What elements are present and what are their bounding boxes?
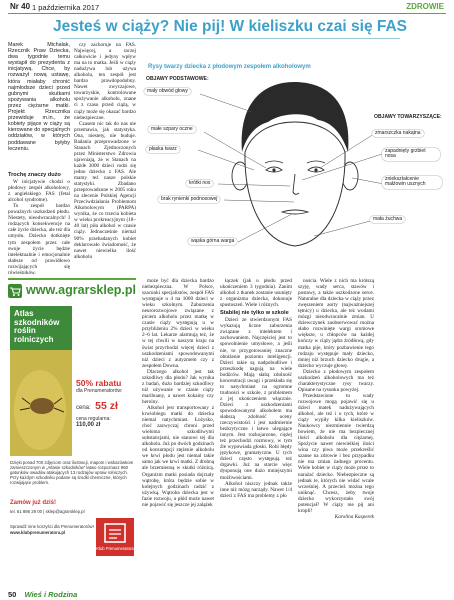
column-2 xyxy=(74,42,136,274)
price-label: cena: xyxy=(76,405,91,411)
ad-contact: tel. 61 886 29 00 | sklep@agrarsklep.pl xyxy=(10,509,85,514)
label-epicanthus: zmarszczka nakątna xyxy=(372,130,424,137)
column-5 xyxy=(298,278,374,590)
ad-top-bar xyxy=(8,278,136,280)
ad-description: Dzięki ponad 700 zdjęciom oraz ilustracji, mapom i wskazówkom zamieszczonym w „Atlasie szkodników” łatwo rozpoznasz 960 gatunków owadów atakujących 13 rodzajów upraw rolniczych. Przy każdym szkodniku podane są środki chemiczne, których rozwijające problem. xyxy=(10,460,134,485)
ad-note: Sprawdź inne korzyści dla Prenumeratorów! xyxy=(10,524,94,529)
book-title: Atlas szkodników roślin rolniczych xyxy=(14,309,60,344)
section-label: ZDROWIE xyxy=(406,2,444,11)
paragraph: W inicjatywie chodzi o płodowy zespół alkoholowy, z angielskiego FAS (fetal alcohol syndrome). xyxy=(8,179,70,204)
ad-block xyxy=(8,278,136,590)
regular-price-label: cena regularna: xyxy=(76,416,111,422)
discount-sub: dla Prenumeratorów: xyxy=(76,388,123,394)
magazine-name: Wieś i Rodzina xyxy=(24,590,78,599)
price-box xyxy=(76,378,136,428)
label-short-nose: krótki nos xyxy=(186,180,213,187)
label-small-jaw: mała żuchwa xyxy=(370,216,405,223)
paragraph: łączek (jak u płodu przed ukończeniem 3 tygodnia). Zanim alkohol z tkanek zostanie usunięty z organizmu dziecka, dokonuje spustoszeń. Wiele i różnych. xyxy=(220,278,292,309)
header-rule xyxy=(8,13,446,14)
paragraph: Dlaczego alkohol jest tak szkodliwy dla płodu? Jak wynika z badań, dużo bardziej szkodliwy niż używanie w czasie ciąży marihuany, a nawet kokainy czy heroiny. xyxy=(142,368,214,405)
paragraph: Czasem nic tak do nas nie przemawia, jak statystyka. Ona, niestety, nie buduje. Badania przeprowadzone w Stanach Zjednoczonych przez Ministerstwo Zdrowia ujawniają, że w Stanach na każde 3000 dzieci rodzi się jedno dziecko z FAS. Ale mamy też nasze polskie statystyki. Zbadano przeprowadzone w 2005 roku na zlecenie Polskiej Agencji Przeciwdziałania Problemom Alkoholowym (PARPA) wynika, że co trzecia kobieta w wieku prokreacyjnym (18–40 lat) piła alkohol w czasie ciąży. Jednocześnie niemal 90% przebadanych kobiet deklarowało świadomość, że nawet niewielka ilość alkoholu xyxy=(74,120,136,260)
book-cover xyxy=(10,306,72,456)
issue-number: Nr 40 xyxy=(10,2,31,11)
right-margin xyxy=(380,278,446,590)
paragraph: Alkohol jest transportowany z krwiobiegu matki do dziecka niemal natychmiast. Łożysko, choć zazwyczaj chroni przed wieloma szkodliwymi substancjami, nie stanowi tej dla alkoholu. Już po dwóch godzinach od konsumpcji stężenie alkoholu we krwi płodu jest niemal takie samo jak we krwi matki. Z drobną ale brzemienną w skutki różnicą. Organizm matki posiada dojrzały wątrobę, która będzie sobie w kolejnych godzinach radzić z używką. Wątroba dziecka jest w fazie rozwoju, a płód może nawet nie pojawić się jeszcze jej zalążek xyxy=(142,404,214,508)
label-small-eyes: małe szpary oczne xyxy=(148,126,196,133)
ad-domain[interactable]: www.agrarsklep.pl xyxy=(26,283,136,297)
page-number: 50 xyxy=(8,590,17,599)
label-thin-lip: wąska górna warga xyxy=(188,238,237,245)
right-heading: OBJAWY TOWARZYSZĄCE: xyxy=(374,114,442,120)
figure-title: Rysy twarzy dziecka z płodowym zespołem alkoholowym xyxy=(148,64,311,70)
subheading: Trochę znaczy dużo xyxy=(8,172,61,178)
column-4 xyxy=(220,278,292,590)
paragraph: może być dla dziecka bardzo niebezpieczna. W Polsce, szacunki specjalistów, zespół FAS występuje u 4 na 1000 dzieci w wieku szkolnym. Zaburzenia neurorozwojowe związane z piciem alkoholu przez matkę w czasie ciąży występują u w przybliżeniu 2% dzieci w wieku 2–6 lat. Lekarze alarmują też, że w tej chwili w naszym kraju na świat przychodzi więcej dzieci z uszkodzeniami spowodowanymi niż dzieci z autyzmem czy z zespołem Downa. xyxy=(142,278,214,369)
face-figure xyxy=(142,42,446,274)
club-logo xyxy=(96,518,134,556)
ad-url[interactable]: www.klubprenumeratora.pl xyxy=(10,530,66,535)
label-ear-deformity: zniekształcenie małżowin usznych xyxy=(382,176,442,189)
email[interactable]: sklep@agrarsklep.pl xyxy=(45,509,85,514)
article-title: Jesteś w ciąży? Nie pij! W kieliszku czai się FAS xyxy=(52,18,408,35)
price: 55 zł xyxy=(95,400,118,412)
label-flat-face: płaska twarz xyxy=(146,146,180,153)
book-image xyxy=(10,350,72,456)
paragraph: nościa. Wiele z nich ma krótszą szyję, wady serca, stawów i postawy, a także uszkodzone serce. Naturalne dla dziecka w ciąży przez zwęszeniem aorty (najważniejszej tętnicy) u dziecka, ale też wodami mózgi nieodwracalnie zmian. U dziewczynek zaobserwować można słabo rozwinięte wargi sromowe większe, u chłopców na każdej kończy w ciąży jądra źródłową, gdy matka pije, który pozbawienie tego rodzaju występuje mały dziecko, mniej niż brzuch dziecko drugie, a dziecko wyczuje głowę. xyxy=(298,278,374,369)
label-philtrum: brak rynienki podnosowej xyxy=(158,196,220,203)
subheading: Stabilej nie tylko w szkole xyxy=(220,310,289,317)
left-heading: OBJAWY PODSTAWOWE: xyxy=(146,76,209,82)
paragraph: Alkohol niszczy jednak także inne niż mózg narządy. Nawet 1/4 dzieci z FAS ma problemy z pło xyxy=(220,480,292,499)
phone[interactable]: tel. 61 886 29 00 xyxy=(10,509,43,514)
title-rule xyxy=(60,38,400,39)
paragraph: Dzieci ze stwierdzonym FAS wykazują liczne zaburzenia związane z intelektem i zachowaniem. Najczęściej jest to spowolnienie umysłowe, a jeśli nie, to przygotowaniej znaczne obniżenie poziomu inteligencji. Dzieci takie są nadpobudliwe i przeszkodę nagują na wiele bodźców. Mają słabą zdolność koncentracji uwagi i przekłada się to natychmiast na ogromne trudności w szkole, z problemem z jej ukończeniem włącznie. Dzieci z uszkodzeniami spowodowanymi alkoholem ma słabszą zdolność oceny rzeczywistości i jest nadmiernie bezkrytyczne i łatwo ulegające innym. Jest rozkojarzone, ciężej też przechodzi rozmowy, w tym źle wypowiada głoski. Robi błędy językowe, gramatyczne. U tych dzieci często występują też drgawki. Już na starcie więc dysponują one dużo mniejszymi możliwościami. xyxy=(220,317,292,481)
author-signature: Karolina Kasperek xyxy=(334,513,374,520)
label-nose-bridge: zapadnięty grzbiet nosa xyxy=(382,148,440,161)
page-header xyxy=(0,0,454,14)
club-label: Klub Prenumeratora xyxy=(96,546,134,551)
label-small-head: mały obwód głowy xyxy=(144,88,191,95)
column-1 xyxy=(8,170,70,276)
discount: 50% rabatu xyxy=(76,378,122,388)
paragraph: Przedstawione tu wady rozwojowe mogą pojawić się u dzieci matek nadużywających alkohol, ale też i u tych, które w ciąży wypiły kilka kieliszków. Naukowcy niezmiennie twierdzą bowiem, że nie ma bezpiecznej ilości alkoholu dla ciężarnej. Spożycie nawet niewielkiej ilości wina czy piwa może przekreślić szanse na zdrowie i bez przypadku nie ma zmian żadnego procentu. Wiele kobiet w ciąży może przez to narażać dziecko. Niebezpieczne są jednak te, których nie widać wcale wcześniej. A przecież można tego uniknąć. Chcesz, żeby twoje dziecko wykorzystało swój potencjał? W ciąży nie pij ani kropli! xyxy=(298,392,374,514)
cart-icon xyxy=(8,284,22,298)
page-footer xyxy=(8,590,446,600)
paragraph: Dziecko z płodowym zespołem uszkodzeń alkoholowych ma też charakterystyczne rysy twarzy. Opisane na rysunku powyżej. xyxy=(298,368,374,393)
column-3 xyxy=(142,278,214,590)
paragraph: To zespół bardzo poważnych uszkodzeń płodu. Niestety, nieodwracalnych! I rodzących konsekwencje na całe życie dziecka, ale też dla umysłu. Dziecko dotknięte tym zespołem przez całe swoje życie będzie intelektualnie i emocjonalnie słabsze od prawidłowo rozwijających się rówieśników. xyxy=(8,203,70,276)
issue-date: 1 października 2017 xyxy=(32,3,100,12)
order-heading: Zamów już dziś! xyxy=(10,500,57,506)
regular-price: 110,00 zł xyxy=(76,422,101,428)
article-intro: Marek Michalak, Rzecznik Praw Dziecka, dwa tygodnie temu wystąpił do prezydenta z inicjatywą. Chce, by rozważył nową ustawę, która miałaby chronić najmłodsze dzieci przed gubnymi skutkami spożywania alkoholu przez ciężarne matki. Projekt Rzecznika przewiduje m.in., że kobiety pijące w ciąży są kierowane do specjalnych oddziałów, w których poddawane byłyby leczeniu. xyxy=(8,42,70,152)
paragraph: czy zachoruje na FAS. Najwięcej, a raczej całkowicie i jedyny wpływ ma na to matka. Jeśli w ciąży nadużywa lub używa alkoholu, ten zespół jest bardzo prawdopodobny. Nawet zwyczajowe, towarzyskie, kontrolowane spożywanie alkoholu, znane ci z czasu przed ciążą, w ciąży może się okazać bardzo niebezpieczne. xyxy=(74,42,136,121)
